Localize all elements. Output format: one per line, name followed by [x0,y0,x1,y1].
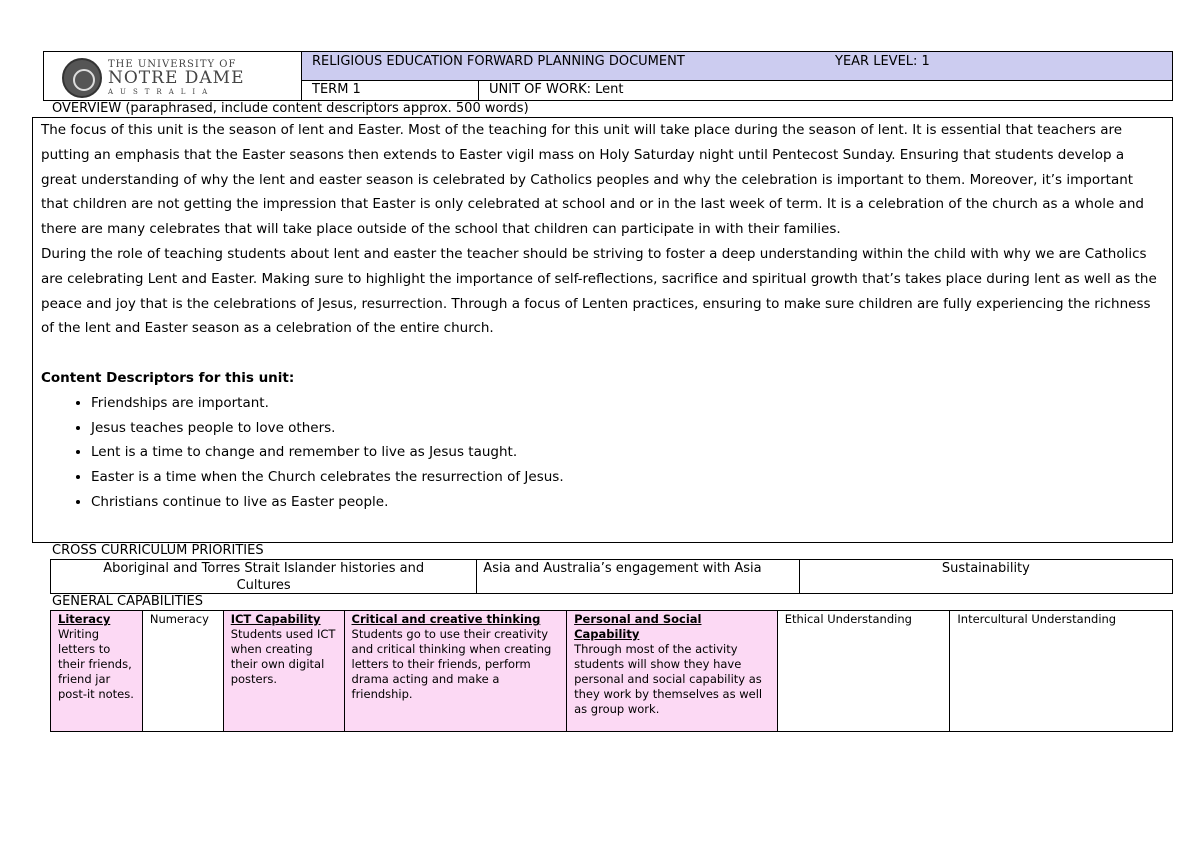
gc-numeracy: Numeracy [143,611,224,731]
overview-paragraph-1: The focus of this unit is the season of lent and Easter. Most of the teaching for this unit will take place during the season of lent. It is essential that teachers are putting an emphasis that the Easter seasons then extends to Easter vigil mass on Holy Saturday night until Pentecost Sunday. Ensuring that students develop a great understanding of why the lent and easter season is celebrated by Catholics peoples and why the celebration is important to them. Moreover, it’s important that children are not getting the impression that Easter is only celebrated at school and or in the last week of term. It is a celebration of the church as a whole and there are many celebrates that will take place outside of the school that children can participate in with their families. [41,122,1144,238]
logo-line-3: AUSTRALIA [108,88,215,96]
ccp-asia: Asia and Australia’s engagement with Asia [477,560,799,593]
gc-literacy [51,611,143,731]
overview-box [32,117,1173,543]
ccp-aboriginal: Aboriginal and Torres Strait Islander histories and Cultures [51,560,477,593]
ccp-row [50,559,1173,594]
content-descriptors-list [41,391,1164,515]
ccp-heading: CROSS CURRICULUM PRIORITIES [52,543,264,558]
gc-critical [345,611,568,731]
overview-heading: OVERVIEW (paraphrased, include content descriptors approx. 500 words) [52,101,529,116]
gc-row [50,610,1173,732]
gc-ict-text: Students used ICT when creating their own digital posters. [230,627,336,686]
gc-literacy-title: Literacy [58,612,111,626]
list-item: • Christians continue to live as Easter people. [91,490,1164,515]
gc-personal [567,611,778,731]
gc-ethical: Ethical Understanding [778,611,951,731]
content-descriptors-title: Content Descriptors for this unit: [41,369,295,386]
unit-of-work-cell: UNIT OF WORK: Lent [479,81,1173,101]
gc-ict-title: ICT Capability [230,612,321,626]
logo-cell [43,51,301,101]
document-title: RELIGIOUS EDUCATION FORWARD PLANNING DOCUMENT [312,54,685,69]
list-item: • Lent is a time to change and remember to live as Jesus taught. [91,440,1164,465]
term-cell: TERM 1 [301,81,479,101]
document-title-cell [301,51,1173,81]
logo-line-2: NOTRE DAME [108,68,245,88]
gc-personal-text: Through most of the activity students will show they have personal and social capability as they work by themselves as well as group work. [574,642,763,716]
list-item: • Jesus teaches people to love others. [91,416,1164,441]
university-logo [62,58,245,98]
list-item: • Easter is a time when the Church celebrates the resurrection of Jesus. [91,465,1164,490]
gc-heading: GENERAL CAPABILITIES [52,594,203,609]
gc-personal-title: Personal and Social Capability [574,612,702,641]
gc-critical-text: Students go to use their creativity and critical thinking when creating letters to their friends, perform drama acting and make a friendship. [351,627,552,701]
logo-line-1: THE UNIVERSITY OF [108,59,237,70]
overview-paragraph-2: During the role of teaching students about lent and easter the teacher should be striving to foster a deep understanding within the child with why we are Catholics are celebrating Lent and Easter. Making sure to highlight the importance of self-reflections, sacrifice and spiritual growth that’s takes place during lent as well as the peace and joy that is the celebrations of Jesus, resurrection. Through a focus of Lenten practices, ensuring to make sure children are fully experiencing the richness of the lent and Easter season as a celebration of the entire church. [41,245,1157,337]
list-item: • Friendships are important. [91,391,1164,416]
gc-literacy-text: Writing letters to their friends, friend jar post-it notes. [58,627,134,701]
ccp-sustainability: Sustainability [941,561,1030,576]
gc-critical-title: Critical and creative thinking [351,612,541,626]
gc-ict [224,611,345,731]
gc-intercultural: Intercultural Understanding [957,612,1117,626]
seal-icon [62,58,102,98]
year-level: YEAR LEVEL: 1 [835,54,930,69]
